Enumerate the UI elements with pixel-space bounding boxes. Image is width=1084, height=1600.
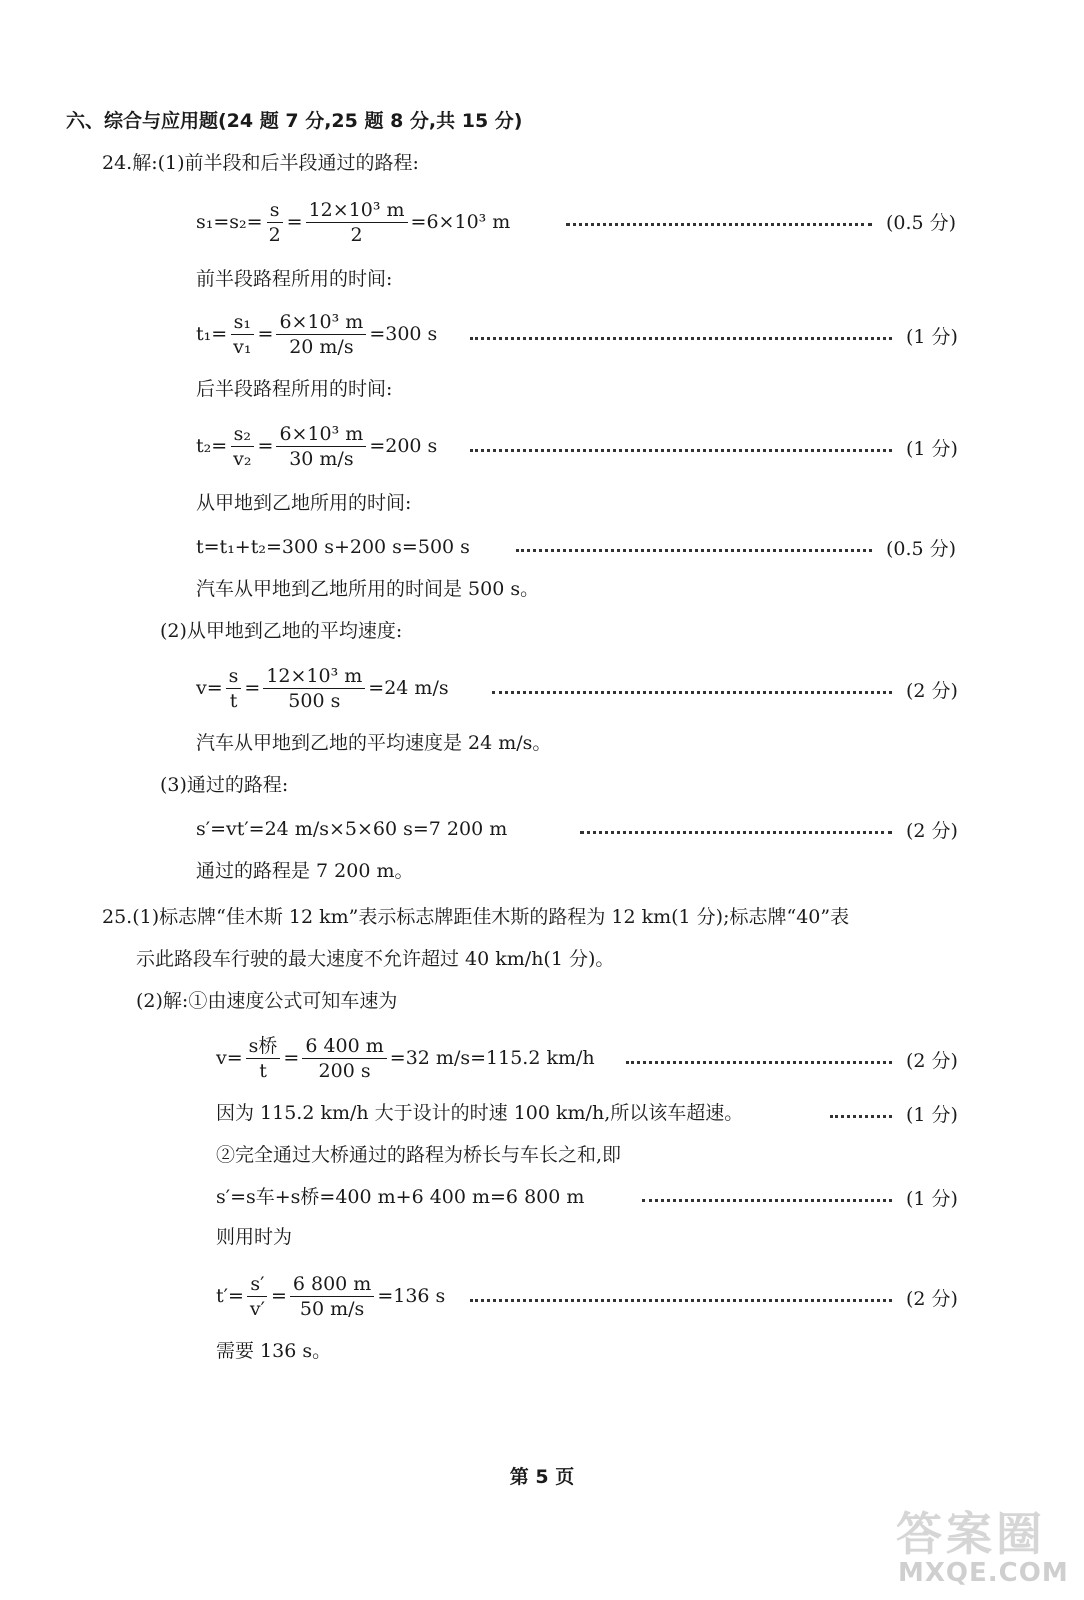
t2-label: 后半段路程所用的时间: [196,378,393,400]
answer-q25: 需要 136 s。 [216,1340,332,1362]
eq-text: =24 m/s [368,677,449,699]
q25-eq2: s′=s车+s桥=400 m+6 400 m=6 800 m [216,1186,585,1208]
q25-eq1: v= s桥 t = $\frac{6 400 m}{200 s}$ =32 m/s=115.2 km/h [216,1034,595,1082]
fraction: $\frac{\text{s₂}}{\text{v₂}}$ [230,422,254,471]
fraction: $\frac{s'}{v'}$ [247,1272,268,1321]
then-label: 则用时为 [216,1226,293,1248]
watermark-top: 答案圈 [896,1507,1046,1561]
q25-line2: 示此路段车行驶的最大速度不允许超过 40 km/h(1 分)。 [136,948,615,970]
dot-leader [470,449,892,452]
eq-text: t₁= [196,323,228,345]
points-label: (0.5 分) [886,538,957,560]
watermark-logo [896,1498,1072,1594]
points-label: (1 分) [906,1104,958,1126]
fraction: $\frac{\text{6×10³ m}}{20 m/s}$ [276,310,366,359]
points-label: (2 分) [906,1050,958,1072]
t-label: 从甲地到乙地所用的时间: [196,492,412,514]
answer-2: 汽车从甲地到乙地的平均速度是 24 m/s。 [196,732,552,754]
eq-text: t′= [216,1285,244,1307]
q24-eq1: s₁=s₂= $\frac{s}{2}$ = $\frac{\text{12×10³ m}}{2}$ =6×10³ m [196,198,511,246]
fraction: $\frac{s}{t}$ [226,664,242,713]
q24-intro: 24.解:(1)前半段和后半段通过的路程: [102,152,419,174]
fraction: $\frac{\text{s₁}}{\text{v₁}}$ [230,310,254,359]
q24-eq5: v= $\frac{s}{t}$ = $\frac{\text{12×10³ m}}{500 s}$ =24 m/s [196,664,449,712]
points-label: (2 分) [906,820,958,842]
dot-leader [626,1061,892,1064]
fraction: $\frac{6 400 m}{200 s}$ [302,1034,386,1083]
eq-text: s₁=s₂= [196,211,263,233]
fraction: s桥 t [246,1034,281,1083]
points-label: (2 分) [906,1288,958,1310]
dot-leader [580,831,892,834]
answer-1: 汽车从甲地到乙地所用的时间是 500 s。 [196,578,540,600]
q25-eq3: t′= $\frac{s'}{v'}$ = $\frac{6 800 m}{50 m/s}$ =136 s [216,1272,446,1320]
eq-text: =136 s [377,1285,446,1307]
dot-leader [516,549,872,552]
q24-part2: (2)从甲地到乙地的平均速度: [160,620,403,642]
q24-eq2: t₁= $\frac{\text{s₁}}{\text{v₁}}$ = $\frac{\text{6×10³ m}}{20 m/s}$ =300 s [196,310,438,358]
eq-text: =6×10³ m [410,211,511,233]
dot-leader [830,1115,892,1118]
eq-text: v= [196,677,223,699]
eq-text: v= [216,1047,243,1069]
watermark-bottom: MXQE.COM [898,1558,1069,1588]
fraction: $\frac{\text{12×10³ m}}{500 s}$ [263,664,365,713]
fraction: $\frac{\text{6×10³ m}}{30 m/s}$ [276,422,366,471]
dot-leader [566,223,872,226]
q24-eq3: t₂= $\frac{\text{s₂}}{\text{v₂}}$ = $\frac{\text{6×10³ m}}{30 m/s}$ =200 s [196,422,438,470]
speeding-statement: 因为 115.2 km/h 大于设计的时速 100 km/h,所以该车超速。 [216,1102,744,1124]
eq-text: t₂= [196,435,228,457]
page-number: 第 5 页 [509,1466,575,1488]
eq-text: =32 m/s=115.2 km/h [389,1047,595,1069]
section-title: 六、综合与应用题(24 题 7 分,25 题 8 分,共 15 分) [66,110,523,132]
q24-eq6: s′=vt′=24 m/s×5×60 s=7 200 m [196,818,508,840]
points-label: (2 分) [906,680,958,702]
points-label: (1 分) [906,1188,958,1210]
dot-leader [470,1299,892,1302]
q25-line1: 25.(1)标志牌“佳木斯 12 km”表示标志牌距佳木斯的路程为 12 km(1 分);标志牌“40”表 [102,906,850,928]
q25-part2: (2)解:①由速度公式可知车速为 [136,990,398,1012]
q25-part2b: ②完全通过大桥通过的路程为桥长与车长之和,即 [216,1144,622,1166]
eq-text: =200 s [369,435,438,457]
points-label: (1 分) [906,438,958,460]
fraction: $\frac{6 800 m}{50 m/s}$ [290,1272,374,1321]
points-label: (1 分) [906,326,958,348]
t1-label: 前半段路程所用的时间: [196,268,393,290]
q24-part3: (3)通过的路程: [160,774,289,796]
answer-3: 通过的路程是 7 200 m。 [196,860,414,882]
eq-text: =300 s [369,323,438,345]
q24-eq4: t=t₁+t₂=300 s+200 s=500 s [196,536,470,558]
points-label: (0.5 分) [886,212,957,234]
dot-leader [492,691,892,694]
fraction: $\frac{\text{12×10³ m}}{2}$ [306,198,408,247]
fraction: $\frac{s}{2}$ [268,198,281,246]
dot-leader [642,1199,892,1202]
dot-leader [470,337,892,340]
